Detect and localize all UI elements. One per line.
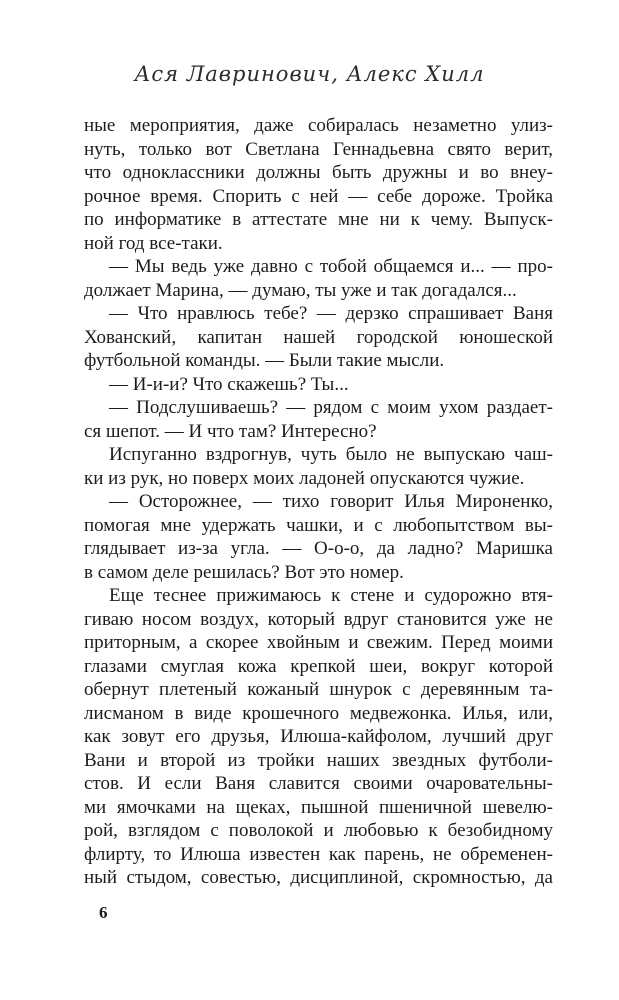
text-line: Испуганно вздрогнув, чуть было не выпускаю чаш-: [109, 444, 553, 465]
text-line: рой, взглядом с поволокой и любовью к безобидному: [84, 820, 553, 841]
text-line: помогая мне удержать чашки, и с любопытством вы-: [84, 514, 553, 536]
text-line: — Что нравлюсь тебе? — дерзко спрашивает Ваня: [109, 303, 553, 324]
text-line: ной год все-таки.: [84, 232, 223, 254]
text-line: лисманом в виде крошечного медвежонка. Илья, или,: [84, 702, 553, 724]
text-line: глядывает из-за угла. — О-о-о, да ладно? Маришка: [84, 538, 553, 559]
text-line: стов. И если Ваня славится своими очаровательны-: [84, 773, 553, 794]
text-line: как зовут его друзья, Илюша-кайфолом, лучший друг: [84, 726, 553, 747]
running-header: Ася Лавринович, Алекс Хилл: [134, 62, 485, 86]
text-block: [84, 114, 553, 890]
text-line: обернут плетеный кожаный шнурок с деревянным та-: [84, 679, 553, 700]
text-line: ми ямочками на щеках, пышной пшеничной шевелю-: [84, 796, 553, 818]
text-line: Вани и второй из тройки наших звездных футболи-: [84, 749, 553, 771]
text-line: — Подслушиваешь? — рядом с моим ухом раздает-: [109, 397, 553, 418]
text-line: ки из рук, но поверх моих ладоней опускаются чужие.: [84, 467, 525, 489]
text-line: Еще теснее прижимаюсь к стене и судорожно втя-: [109, 585, 553, 606]
text-line: — Мы ведь уже давно с тобой общаемся и... — про-: [109, 256, 553, 277]
text-line: должает Марина, — думаю, ты уже и так догадался...: [84, 279, 517, 301]
text-line: ный стыдом, совестью, дисциплиной, скромностью, да: [84, 867, 553, 888]
text-line: ные мероприятия, даже собиралась незаметно улиз-: [84, 115, 553, 136]
text-line: нуть, только вот Светлана Геннадьевна свято верит,: [84, 138, 553, 160]
text-line: по информатике в аттестате мне ни к чему. Выпуск-: [84, 209, 553, 230]
page-number: 6: [99, 903, 108, 922]
text-line: что одноклассники должны быть дружны и во внеу-: [84, 162, 553, 183]
text-line: гиваю носом воздух, который вдруг становится уже не: [84, 608, 553, 630]
text-line: — И-и-и? Что скажешь? Ты...: [109, 373, 349, 395]
text-line: Хованский, капитан нашей городской юношеской: [84, 326, 553, 348]
text-line: рочное время. Спорить с ней — себе дороже. Тройка: [84, 185, 553, 207]
text-line: приторным, а скорее хвойным и свежим. Перед моими: [84, 632, 553, 653]
text-line: в самом деле решилась? Вот это номер.: [84, 561, 404, 583]
text-line: футбольной команды. — Были такие мысли.: [84, 350, 445, 371]
text-line: флирту, то Илюша известен как парень, не обременен-: [84, 843, 553, 865]
text-line: глазами смуглая кожа крепкой шеи, вокруг которой: [84, 655, 553, 677]
text-line: — Осторожнее, — тихо говорит Илья Мироненко,: [109, 491, 553, 512]
text-line: ся шепот. — И что там? Интересно?: [84, 420, 377, 442]
